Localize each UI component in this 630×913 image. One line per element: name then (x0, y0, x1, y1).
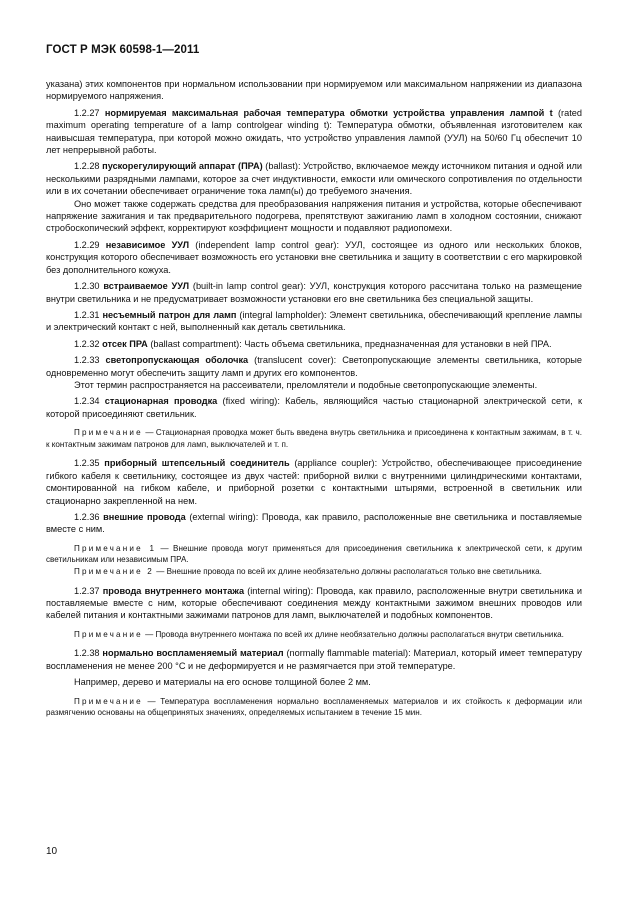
text-paragraph (46, 354, 582, 379)
text-run: 1.2.36 (74, 511, 104, 522)
text-paragraph (46, 511, 582, 536)
term-bold: светопропускающая оболочка (105, 355, 249, 366)
text-run: — Стационарная проводка может быть введена внутрь светильника и присоединена к контактным зажимам, в т. ч. к контактным зажимам патронов для ламп, выключателей и т. п. (46, 428, 582, 449)
term-bold: внешние провода (103, 511, 186, 522)
text-run: 1.2.37 (74, 585, 103, 596)
text-run: 1.2.38 (74, 648, 103, 659)
note-label: Примечание (74, 428, 143, 438)
text-run: 1.2.27 (74, 107, 105, 118)
term-bold: стационарная проводка (104, 396, 218, 407)
text-paragraph (46, 280, 582, 305)
text-run: (ballast compartment): Часть объема светильника, предназначенная для установки в ней ПРА. (147, 338, 552, 349)
text-run: (ballast): Устройство, включаемое между источником питания и одной или несколькими разрядными лампами, которое за счет индуктивности, емкости или омического сопротивления по отдельности или в их сочетании обеспечивает ограничение тока ламп(ы) до требуемого значения. (46, 161, 582, 197)
text-paragraph (46, 78, 582, 103)
text-run: 1.2.32 (74, 338, 103, 349)
text-paragraph (46, 338, 582, 350)
text-paragraph (46, 379, 582, 391)
term-bold: независимое УУЛ (105, 239, 190, 250)
text-paragraph (46, 160, 582, 197)
text-paragraph (46, 676, 582, 688)
text-run: (rated maximum operating temperature of a lamp controlgear winding t (46, 107, 582, 131)
text-run: Оно может также содержать средства для преобразования напряжения питания и устройства, которые обеспечивают напряжение зажигания и так предварительного подогрева, препятствуют зажиганию ламп в холодном состоянии, снижают стробоскопический эффект, корректируют коэффициент мощности и подавляют радиопомехи. (46, 198, 582, 234)
text-run: указана) этих компонентов при нормальном использовании при нормируемом или максимальном напряжении из диапазона нормируемого напряжения. (46, 79, 582, 102)
note-paragraph (46, 696, 582, 719)
text-run: (normally flammable material): Материал, который имеет температуру воспламенения не менее 200 °С и не деформируется и не размягчается при этой температуре. (46, 648, 582, 671)
text-run: (built-in lamp control gear): УУЛ, конструкция которого рассчитана только на размещение внутри светильника и не предусматривает возможности установки его вне светильника без специальной защиты. (46, 281, 583, 304)
document-page (46, 44, 582, 719)
note-label: Примечание (74, 696, 143, 706)
note-paragraph (46, 566, 582, 578)
note-label: Примечание (74, 629, 143, 639)
text-run: (appliance coupler): Устройство, обеспечивающее присоединение гибкого кабеля к светильнику, состоящее из двух частей: приборной вилки с внутренними цилиндрическими контактами, смонтированной на гибком кабеле, и приборной розетки с контактными штырями, встроенной в светильник или стационарно закрепленной на нем. (46, 458, 582, 506)
text-run: ): Температура обмотки, объявленная изготовителем как наивысшая температура, при которой можно ожидать, что устройство управления лампой (УУЛ) на 50/60 Гц обеспечит 10 лет непрерывной работы. (46, 120, 582, 156)
text-run: 1.2.33 (74, 355, 106, 366)
term-bold: нормируемая максимальная рабочая температура обмотки устройства управления лампой (104, 107, 550, 118)
text-paragraph (46, 198, 582, 235)
text-run: — Провода внутреннего монтажа по всей их длине необязательно должны располагаться внутри светильника. (142, 629, 564, 639)
text-paragraph (46, 395, 582, 420)
text-run: 1.2.34 (74, 396, 105, 407)
note-paragraph (46, 629, 582, 641)
text-run: (independent lamp control gear): УУЛ, состоящее из одного или нескольких блоков, конструкция которого обеспечивает возможность его установки вне светильника и защиту в соответствии с его маркировкой без дополнительного кожуха. (46, 239, 582, 275)
text-run: (external wiring): Провода, как правило, расположенные вне светильника и поставляемые вместе с ним. (46, 511, 582, 535)
text-run: 1.2.28 (74, 161, 103, 172)
term-bold: приборный штепсельный соединитель (104, 458, 290, 469)
term-bold: отсек ПРА (102, 338, 148, 349)
text-paragraph (46, 309, 582, 334)
text-run: — Внешние провода могут применяться для присоединения светильника к электрической сети, к другим светильникам или независимым ПРА. (46, 543, 583, 565)
note-label: Примечание 1 (74, 543, 157, 553)
text-run: 1.2.35 (74, 458, 105, 469)
term-bold: встраиваемое УУЛ (103, 281, 190, 292)
note-label: Примечание 2 (74, 566, 154, 576)
term-bold: провода внутреннего монтажа (102, 585, 245, 596)
term-bold: нормально воспламеняемый материал (102, 648, 284, 659)
text-run: 1.2.30 (74, 281, 104, 292)
text-paragraph (46, 239, 582, 276)
document-body (46, 78, 582, 719)
text-run: 1.2.29 (74, 239, 106, 250)
text-paragraph (46, 457, 582, 507)
text-run: — Температура воспламенения нормально воспламеняемых материалов и их стойкость к деформации или размягчению основаны на общепринятых значениях, определяемых испытанием в течение 15 мин. (46, 696, 582, 718)
note-paragraph (46, 543, 582, 566)
term-bold: несъемный патрон для ламп (102, 309, 237, 320)
text-run: Например, дерево и материалы на его основе толщиной более 2 мм. (74, 677, 371, 688)
page-number: 10 (46, 846, 58, 857)
text-paragraph (46, 647, 582, 672)
text-run: 1.2.31 (74, 309, 103, 320)
text-run: (translucent cover): Светопропускающие элементы светильника, которые одновременно могут обеспечить защиту ламп и других его компонентов. (46, 355, 582, 378)
document-header: ГОСТ Р МЭК 60598-1—2011 (46, 44, 200, 56)
note-paragraph (46, 427, 582, 450)
term-bold: пускорегулирующий аппарат (ПРА) (102, 161, 263, 172)
text-run: (integral lampholder): Элемент светильника, обеспечивающий крепление лампы и электрический контакт с ней, выполненный как деталь светильника. (46, 309, 582, 333)
text-run: (internal wiring): Провода, как правило, расположенные внутри светильника и поставляемые вместе с ним, которые обеспечивают соединения между контактными зажимом внешних проводов или кабелей питания и контактными зажимами патронов для ламп, выключателей и подобных компонентов. (46, 585, 582, 621)
term-bold: t (549, 107, 553, 118)
text-paragraph (46, 107, 582, 157)
text-run: — Внешние провода по всей их длине необязательно должны располагаться только вне светильника. (154, 566, 542, 576)
text-run: Этот термин распространяется на рассеиватели, преломлятели и подобные светопропускающие элементы. (74, 379, 538, 390)
text-paragraph (46, 585, 582, 622)
text-run: (fixed wiring): Кабель, являющийся частью стационарной электрической сети, к которой присоединяют светильник. (46, 396, 582, 419)
